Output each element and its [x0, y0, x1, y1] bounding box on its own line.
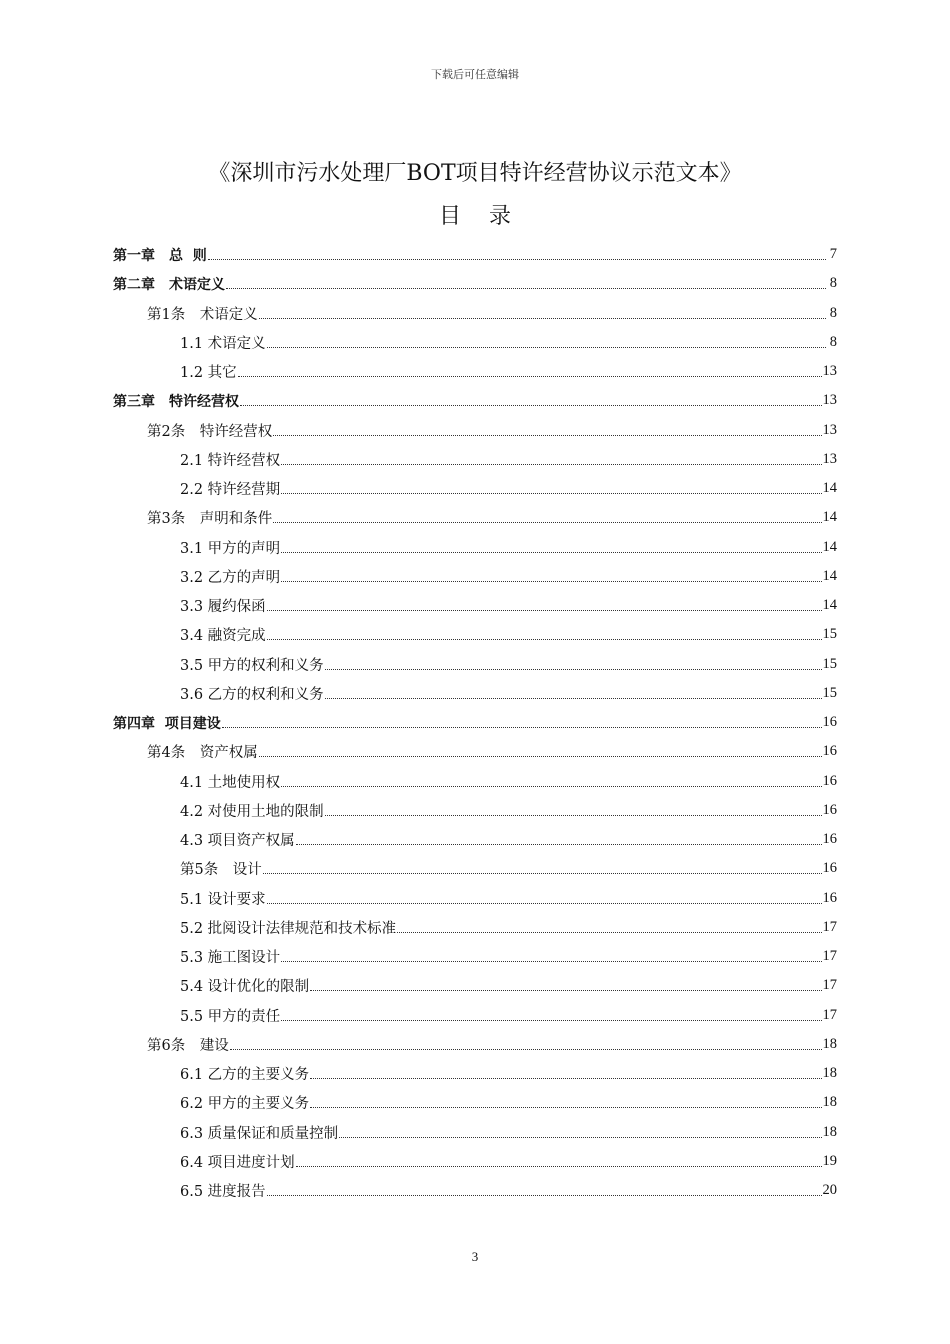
toc-entry-label: 3.6 乙方的权利和义务 — [180, 686, 324, 703]
toc-entry[interactable] — [113, 650, 837, 679]
toc-dot-leader — [267, 1195, 822, 1196]
toc-entry[interactable] — [113, 299, 837, 328]
toc-entry-label: 5.5 甲方的责任 — [180, 1008, 281, 1025]
toc-dot-leader — [267, 610, 822, 611]
toc-dot-leader — [230, 1049, 822, 1050]
toc-entry-page: 16 — [822, 772, 837, 789]
toc-dot-leader — [281, 552, 821, 553]
toc-entry[interactable] — [113, 1088, 837, 1117]
toc-entry-label: 1.1 术语定义 — [180, 335, 266, 352]
toc-entry-label: 5.4 设计优化的限制 — [180, 979, 310, 996]
toc-entry-page: 15 — [822, 655, 837, 672]
toc-entry-label: 第6条 建设 — [147, 1037, 229, 1054]
toc-entry-label: 第5条 设计 — [180, 862, 262, 879]
toc-dot-leader — [259, 756, 822, 757]
toc-entry-page: 16 — [822, 714, 837, 731]
toc-entry-label: 6.3 质量保证和质量控制 — [180, 1125, 339, 1142]
toc-entry[interactable] — [113, 416, 837, 445]
toc-entry[interactable] — [113, 942, 837, 971]
toc-entry-label: 第三章 特许经营权 — [113, 393, 239, 410]
toc-entry[interactable] — [113, 591, 837, 620]
toc-entry-page: 8 — [829, 275, 837, 292]
toc-entry[interactable] — [113, 503, 837, 532]
toc-entry-label: 第3条 声明和条件 — [147, 511, 273, 528]
toc-entry-label: 6.2 甲方的主要义务 — [180, 1096, 310, 1113]
toc-entry[interactable] — [113, 1001, 837, 1030]
toc-entry-page: 16 — [822, 860, 837, 877]
toc-entry[interactable] — [113, 1118, 837, 1147]
toc-entry[interactable] — [113, 913, 837, 942]
toc-entry-page: 7 — [829, 246, 837, 263]
toc-entry[interactable] — [113, 562, 837, 591]
toc-entry-label: 3.3 履约保函 — [180, 599, 266, 616]
toc-entry-page: 14 — [822, 597, 837, 614]
toc-dot-leader — [259, 318, 826, 319]
toc-entry-label: 1.2 其它 — [180, 365, 237, 382]
toc-entry[interactable] — [113, 533, 837, 562]
toc-entry-page: 13 — [822, 450, 837, 467]
toc-entry-label: 2.2 特许经营期 — [180, 482, 281, 499]
toc-entry-page: 16 — [822, 831, 837, 848]
toc-entry[interactable] — [113, 1176, 837, 1205]
toc-dot-leader — [310, 1107, 821, 1108]
toc-entry-page: 18 — [822, 1094, 837, 1111]
toc-entry-label: 4.1 土地使用权 — [180, 774, 281, 791]
toc-entry-label: 4.3 项目资产权属 — [180, 833, 295, 850]
toc-dot-leader — [281, 581, 821, 582]
page-number: 3 — [471, 1249, 479, 1264]
toc-entry-label: 第2条 特许经营权 — [147, 423, 273, 440]
toc-dot-leader — [281, 464, 821, 465]
toc-dot-leader — [325, 669, 822, 670]
toc-entry-page: 13 — [822, 363, 837, 380]
toc-entry[interactable] — [113, 1059, 837, 1088]
toc-entry-page: 8 — [829, 333, 837, 350]
header-note: 下载后可任意编辑 — [431, 68, 519, 81]
toc-entry-page: 14 — [822, 538, 837, 555]
toc-entry[interactable] — [113, 357, 837, 386]
toc-entry-label: 第二章 术语定义 — [113, 276, 225, 293]
toc-entry-label: 第四章 项目建设 — [113, 715, 221, 732]
toc-dot-leader — [208, 259, 826, 260]
toc-entry-label: 5.1 设计要求 — [180, 891, 266, 908]
toc-dot-leader — [273, 435, 821, 436]
toc-heading: 目录 — [438, 204, 539, 229]
toc-entry-page: 16 — [822, 743, 837, 760]
toc-entry-page: 20 — [822, 1182, 837, 1199]
toc-dot-leader — [281, 961, 821, 962]
toc-entry[interactable] — [113, 1147, 837, 1176]
toc-entry-page: 15 — [822, 626, 837, 643]
toc-entry-page: 18 — [822, 1065, 837, 1082]
toc-entry-label: 第1条 术语定义 — [147, 306, 258, 323]
toc-entry[interactable] — [113, 269, 837, 298]
toc-dot-leader — [339, 1137, 821, 1138]
toc-entry[interactable] — [113, 328, 837, 357]
toc-entry[interactable] — [113, 737, 837, 766]
toc-entry[interactable] — [113, 474, 837, 503]
table-of-contents — [113, 240, 837, 1205]
toc-entry[interactable] — [113, 884, 837, 913]
toc-entry[interactable] — [113, 240, 837, 269]
toc-entry[interactable] — [113, 386, 837, 415]
toc-entry-page: 13 — [822, 392, 837, 409]
document-title: 《深圳市污水处理厂BOT项目特许经营协议示范文本》 — [208, 161, 742, 186]
toc-entry-label: 6.4 项目进度计划 — [180, 1154, 295, 1171]
toc-entry[interactable] — [113, 796, 837, 825]
toc-dot-leader — [267, 903, 822, 904]
toc-dot-leader — [267, 347, 826, 348]
toc-entry-label: 5.3 施工图设计 — [180, 950, 281, 967]
toc-dot-leader — [281, 1020, 821, 1021]
toc-dot-leader — [267, 639, 822, 640]
toc-entry-label: 6.5 进度报告 — [180, 1184, 266, 1201]
toc-dot-leader — [281, 786, 821, 787]
toc-entry-page: 19 — [822, 1152, 837, 1169]
toc-dot-leader — [296, 1166, 822, 1167]
toc-dot-leader — [296, 844, 822, 845]
toc-entry-label: 3.5 甲方的权利和义务 — [180, 657, 324, 674]
toc-entry-page: 15 — [822, 684, 837, 701]
toc-entry-page: 14 — [822, 567, 837, 584]
toc-entry-page: 17 — [822, 977, 837, 994]
toc-dot-leader — [310, 1078, 821, 1079]
toc-dot-leader — [273, 522, 821, 523]
toc-entry[interactable] — [113, 971, 837, 1000]
toc-entry[interactable] — [113, 679, 837, 708]
toc-dot-leader — [240, 405, 822, 406]
toc-dot-leader — [263, 873, 822, 874]
toc-entry-page: 18 — [822, 1035, 837, 1052]
toc-entry-label: 2.1 特许经营权 — [180, 452, 281, 469]
toc-entry-page: 17 — [822, 948, 837, 965]
toc-dot-leader — [325, 815, 822, 816]
toc-entry-page: 14 — [822, 480, 837, 497]
toc-entry-page: 16 — [822, 889, 837, 906]
toc-entry-label: 第一章 总 则 — [113, 247, 207, 264]
toc-entry[interactable] — [113, 767, 837, 796]
toc-entry-label: 3.2 乙方的声明 — [180, 569, 281, 586]
toc-entry[interactable] — [113, 825, 837, 854]
toc-dot-leader — [310, 990, 821, 991]
toc-dot-leader — [325, 698, 822, 699]
toc-entry-page: 13 — [822, 421, 837, 438]
toc-entry[interactable] — [113, 1030, 837, 1059]
toc-dot-leader — [226, 288, 826, 289]
toc-entry[interactable] — [113, 708, 837, 737]
toc-entry-label: 5.2 批阅设计法律规范和技术标准 — [180, 920, 397, 937]
toc-entry[interactable] — [113, 445, 837, 474]
toc-entry-label: 6.1 乙方的主要义务 — [180, 1067, 310, 1084]
toc-dot-leader — [238, 376, 822, 377]
toc-entry-label: 3.1 甲方的声明 — [180, 540, 281, 557]
toc-entry-label: 4.2 对使用土地的限制 — [180, 803, 324, 820]
toc-entry-page: 16 — [822, 801, 837, 818]
toc-entry-page: 17 — [822, 918, 837, 935]
toc-entry-page: 18 — [822, 1123, 837, 1140]
toc-entry[interactable] — [113, 854, 837, 883]
toc-dot-leader — [222, 727, 822, 728]
toc-entry[interactable] — [113, 620, 837, 649]
toc-entry-label: 3.4 融资完成 — [180, 628, 266, 645]
toc-entry-page: 8 — [829, 304, 837, 321]
toc-dot-leader — [281, 493, 821, 494]
toc-entry-page: 17 — [822, 1006, 837, 1023]
toc-entry-label: 第4条 资产权属 — [147, 745, 258, 762]
toc-entry-page: 14 — [822, 509, 837, 526]
toc-dot-leader — [397, 932, 821, 933]
